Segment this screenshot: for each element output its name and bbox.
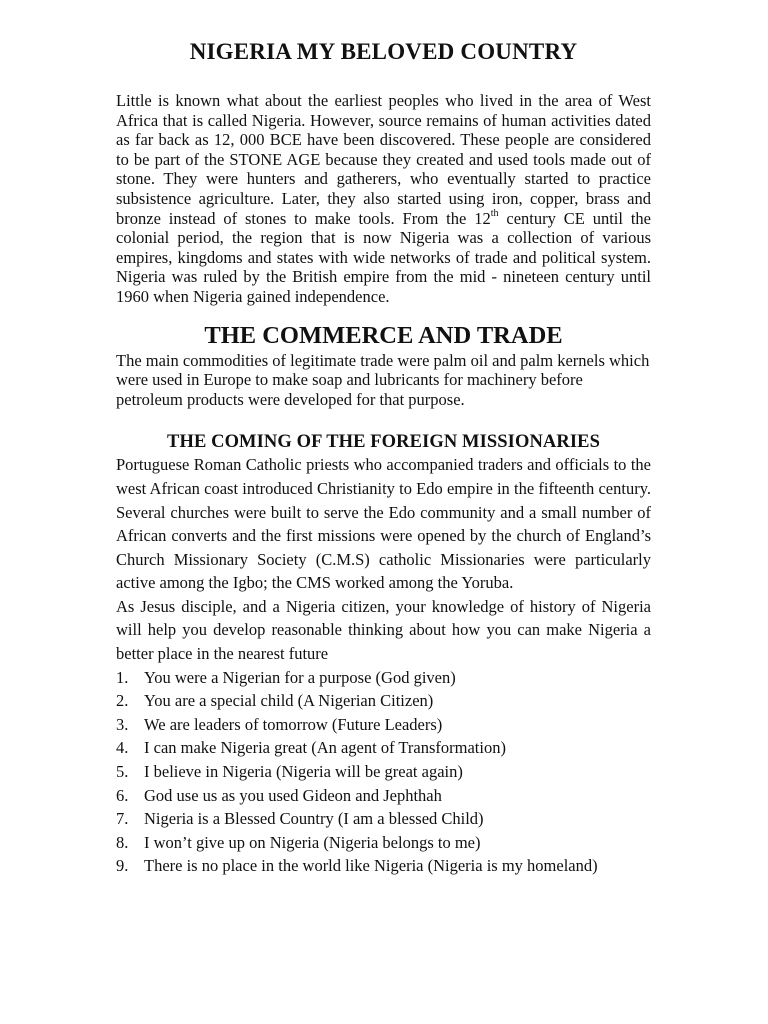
page-title: NIGERIA MY BELOVED COUNTRY: [189, 39, 578, 64]
list-item: [116, 784, 651, 808]
commerce-paragraph: The main commodities of legitimate trade were palm oil and palm kernels which were used in Europe to make soap and lubricants for machinery before petroleum products were developed for that purpose.: [116, 350, 650, 409]
list-number: 1.: [116, 667, 129, 687]
list-number: 6.: [116, 785, 129, 805]
list-item: [116, 736, 651, 760]
list-text: I won’t give up on Nigeria (Nigeria belongs to me): [144, 832, 481, 852]
list-number: 7.: [116, 809, 129, 829]
citizen-paragraph: As Jesus disciple, and a Nigeria citizen, your knowledge of history of Nigeria will help you develop reasonable thinking about how you can make Nigeria a better place in the nearest future: [116, 596, 651, 664]
list-number: 9.: [116, 856, 129, 876]
list-number: 4.: [116, 738, 129, 758]
ordinal-superscript: th: [490, 208, 499, 220]
list-text: You are a special child (A Nigerian Citizen): [144, 691, 434, 711]
list-number: 3.: [116, 714, 129, 734]
list-item: [116, 807, 651, 831]
list-text: God use us as you used Gideon and Jephthah: [144, 785, 442, 805]
commerce-heading: THE COMMERCE AND TRADE: [204, 321, 563, 349]
list-text: Nigeria is a Blessed Country (I am a blessed Child): [144, 809, 484, 829]
list-text: There is no place in the world like Nigeria (Nigeria is my homeland): [144, 856, 598, 876]
list-number: 5.: [116, 762, 129, 782]
missionaries-heading: THE COMING OF THE FOREIGN MISSIONARIES: [167, 432, 600, 453]
list-item: [116, 713, 651, 737]
intro-text-start: Little is known what about the earliest peoples who lived in the area of West Africa that is called Nigeria. However, source remains of human activities dated as far back as 12, 000 BCE have been discovered. These people are considered to be part of the STONE AGE because they created and used tools made out of stone. They were hunters and gatherers, who eventually started to practice subsistence agriculture. Later, they also started using iron, copper, brass and bronze instead of stones to make tools. From the 12: [116, 91, 651, 228]
list-text: I can make Nigeria great (An agent of Transformation): [144, 738, 506, 758]
list-text: You were a Nigerian for a purpose (God given): [144, 667, 456, 687]
list-item: [116, 666, 651, 690]
affirmation-list: [116, 666, 651, 878]
list-number: 8.: [116, 832, 129, 852]
list-number: 2.: [116, 691, 129, 711]
list-item: [116, 831, 651, 855]
intro-text-end: century CE until the colonial period, the region that is now Nigeria was a collection of various empires, kingdoms and states with wide networks of trade and political system. Nigeria was ruled by the British empire from the mid - nineteen century until 1960 when Nigeria gained independence.: [116, 208, 651, 306]
list-item: [116, 854, 651, 878]
missionaries-paragraph: Portuguese Roman Catholic priests who accompanied traders and officials to the west African coast introduced Christianity to Edo empire in the fifteenth century. Several churches were built to serve the Edo community and a small number of African converts and the first missions were opened by the church of England’s Church Missionary Society (C.M.S) catholic Missionaries were particularly active among the Igbo; the CMS worked among the Yoruba.: [116, 455, 651, 593]
list-item: [116, 760, 651, 784]
document-page: [116, 36, 651, 878]
list-text: We are leaders of tomorrow (Future Leaders): [144, 714, 443, 734]
list-item: [116, 689, 651, 713]
intro-paragraph: [116, 91, 651, 307]
list-text: I believe in Nigeria (Nigeria will be great again): [144, 762, 463, 782]
